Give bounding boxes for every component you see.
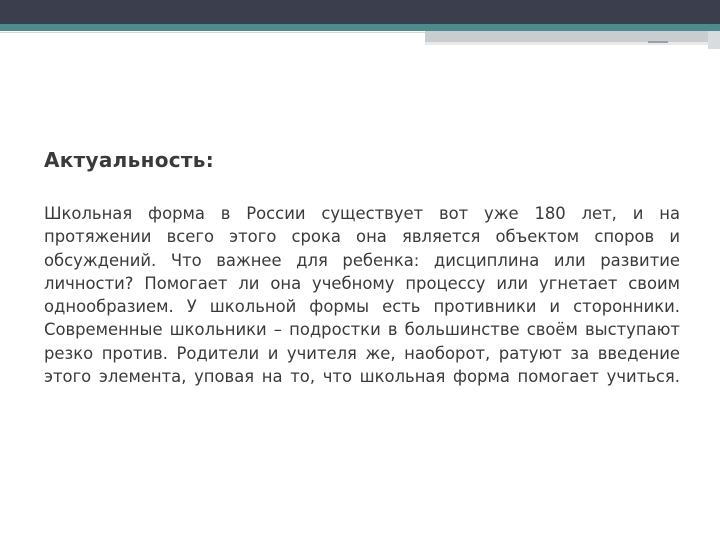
slide-title: Актуальность: (44, 148, 215, 172)
accent-stripe (0, 24, 720, 31)
divider-line (0, 32, 425, 33)
decorative-mark (648, 41, 668, 43)
decorative-stub (708, 31, 720, 49)
slide-body-text: Школьная форма в России существует вот уже 180 лет, и на протяжении всего этого срока она является объектом споров и обсуждений. Что важнее для ребенка: дисциплина или развитие личности? Помогает ли она учебному процессу или угнетает своим однообразием. У школьной формы есть противники и сторонники. Современные школьники – подростки в большинстве своём выступают резко против. Родители и учителя же, наоборот, ратуют за введение этого элемента, уповая на то, что школьная форма помогает учиться. (44, 204, 680, 387)
header-bar (0, 0, 720, 24)
